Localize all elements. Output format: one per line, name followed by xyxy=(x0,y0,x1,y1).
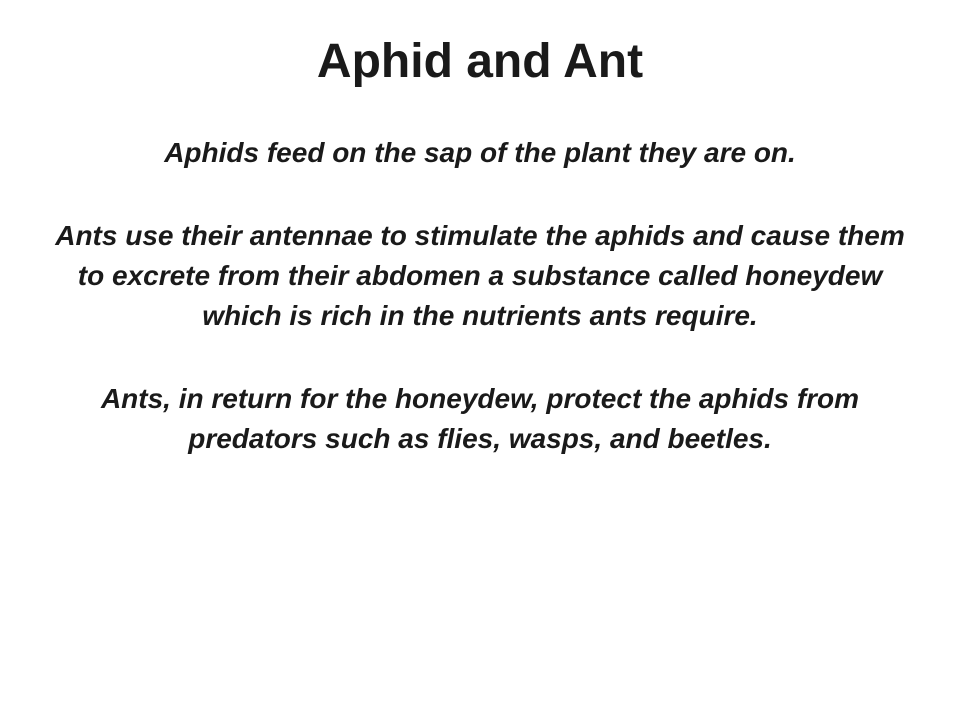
slide-body xyxy=(40,133,920,502)
paragraph-ants-protect: Ants, in return for the honeydew, protect the aphids from predators such as flies, wasps, and beetles. xyxy=(100,383,860,454)
slide-title: Aphid and Ant xyxy=(316,35,644,88)
paragraph-aphids-feed: Aphids feed on the sap of the plant they are on. xyxy=(164,137,796,168)
paragraph-ants-stimulate: Ants use their antennae to stimulate the aphids and cause them to excrete from their abdomen a substance called honeydew which is rich in the nutrients ants require. xyxy=(55,220,905,331)
